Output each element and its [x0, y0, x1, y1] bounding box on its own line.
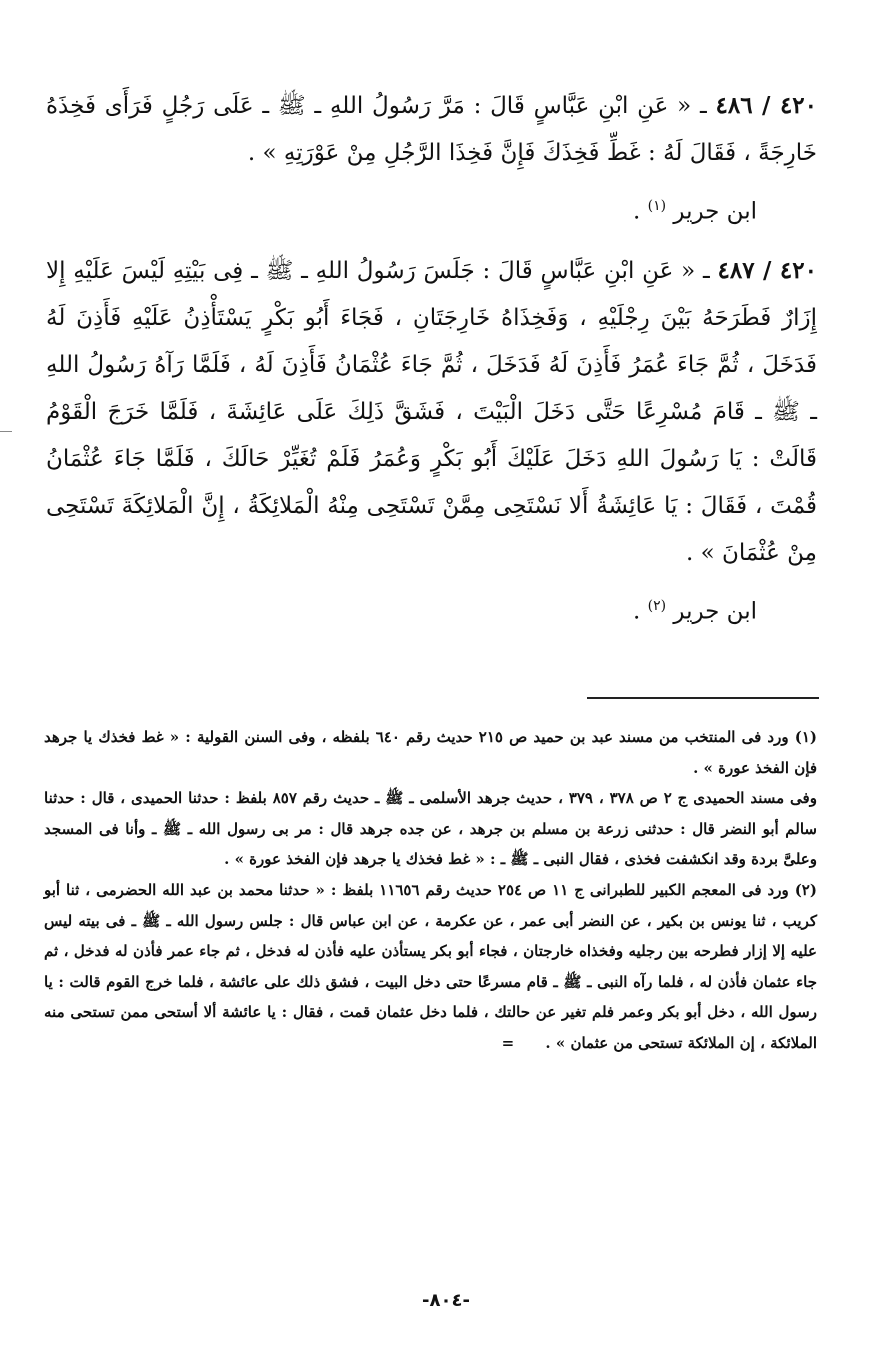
source-name: ابن جرير [673, 598, 757, 625]
hadith-number: ٤٢٠ / ٤٨٧ [717, 256, 817, 284]
source-name: ابن جرير [673, 198, 757, 225]
hadith-source: ابن جرير $^{(٢)}$ . [632, 597, 757, 625]
footnote-ref[interactable]: (٢) [647, 597, 667, 614]
continued-mark: = [501, 1033, 515, 1052]
footnote-ref[interactable]: (١) [647, 198, 667, 214]
gutter-mark [0, 431, 12, 432]
footnote-paragraph [44, 783, 817, 875]
footnote-marker: (٢) [794, 880, 817, 899]
hadith-487 [46, 247, 817, 577]
hadith-number: ٤٢٠ / ٤٨٦ [715, 92, 817, 119]
footnotes [44, 722, 817, 1059]
footnote-marker: (١) [794, 728, 817, 746]
hadith-text: ـ « عَنِ ابْنِ عَبَّاسٍ قَالَ : جَلَسَ رَسُولُ اللهِ ـ ﷺ ـ فِى بَيْتِهِ لَيْسَ عَلَيْهِ إِلا إِزَارٌ فَطَرَحَهُ بَيْنَ رِجْلَيْهِ ، وَفَخِذَاهُ خَارِجَتَانِ ، فَجَاءَ أَبُو بَكْرٍ يَسْتَأْذِنُ عَلَيْهِ فَأَذِنَ لَهُ فَدَخَلَ ، ثُمَّ جَاءَ عُمَرُ فَأَذِنَ لَهُ فَدَخَلَ ، ثُمَّ جَاءَ عُثْمَانُ فَأَذِنَ لَهُ ، فَلَمَّا رَآهُ رَسُولُ اللهِ ـ ﷺ ـ قَامَ مُسْرِعًا حَتَّى دَخَلَ الْبَيْتَ ، فَشَقَّ ذَلِكَ عَلَى عَائِشَةَ ، فَلَمَّا خَرَجَ الْقَوْمُ قَالَتْ : يَا رَسُولَ اللهِ دَخَلَ عَلَيْكَ أَبُو بَكْرٍ وَعُمَرُ فَلَمْ تُغَيِّرْ حَالَكَ ، فَلَمَّا جَاءَ عُثْمَانُ قُمْتَ ، فَقَالَ : يَا عَائِشَةُ أَلا نَسْتَحِى مِمَّنْ تَسْتَحِى مِنْهُ الْمَلائِكَةُ ، إِنَّ الْمَلائِكَةَ تَسْتَحِى مِنْ عُثْمَانَ » . [46, 257, 817, 566]
hadith-source: ابن جرير $^{(١)}$ . [632, 198, 757, 225]
main-text [46, 82, 817, 646]
footnote-paragraph [44, 722, 817, 783]
footnote-text: وفى مسند الحميدى ج ٢ ص ٣٧٨ ، ٣٧٩ ، حديث جرهد الأسلمى ـ ﷺ ـ حديث رقم ٨٥٧ بلفظ : حدثنا الحميدى ، قال : حدثنا سالم أبو النضر قال : حدثنى زرعة بن مسلم بن جرهد ، عن جده جرهد قال : مر بى رسول الله ـ ﷺ ـ وأنا فى المسجد وعلىَّ بردة وقد انكشفت فخذى ، فقال النبى ـ ﷺ ـ : « غط فخذك يا جرهد فإن الفخذ عورة » . [44, 789, 817, 869]
footnote-2 [44, 875, 817, 1059]
hadith-486 [46, 82, 817, 177]
page-number: -٨٠٤- [422, 1290, 470, 1311]
hadith-text: ـ « عَنِ ابْنِ عَبَّاسٍ قَالَ : مَرَّ رَسُولُ اللهِ ـ ﷺ ـ عَلَى رَجُلٍ فَرَأَى فَخِذَهُ خَارِجَةً ، فَقَالَ لَهُ : غَطِّ فَخِذَكَ فَإِنَّ فَخِذَا الرَّجُلِ مِنْ عَوْرَتِهِ » . [46, 93, 817, 166]
footnote-paragraph [44, 875, 817, 1059]
footnote-1 [44, 722, 817, 875]
footnote-text: ورد فى المنتخب من مسند عبد بن حميد ص ٢١٥ حديث رقم ٦٤٠ بلفظه ، وفى السنن القولية : « غط فخذك يا جرهد فإن الفخذ عورة » . [44, 728, 817, 777]
footnote-text: ورد فى المعجم الكبير للطبرانى ج ١١ ص ٢٥٤ حديث رقم ١١٦٥٦ بلفظ : « حدثنا محمد بن عبد الله الحضرمى ، ثنا أبو كريب ، ثنا يونس بن بكير ، عن النضر أبى عمر ، عن عكرمة ، عن ابن عباس قال : جلس رسول الله ـ ﷺ ـ فى بيته ليس عليه إلا إزار فطرحه بين رجليه وفخذاه خارجتان ، فجاء أبو بكر يستأذن عليه فأذن له فدخل ، ثم جاء عمر فأذن له فدخل ، ثم جاء عثمان فأذن له ، فلما رآه النبى ـ ﷺ ـ قام مسرعًا حتى دخل البيت ، فشق ذلك على عائشة ، فلما خرج القوم قالت : يا رسول الله ، دخل أبو بكر وعمر فلم تغير عن حالتك ، فلما دخل عثمان قمت ، فقال : يا عائشة ألا أستحى ممن تستحى منه الملائكة ، إن الملائكة تستحى من عثمان » . [44, 880, 817, 1052]
footnote-divider [587, 697, 819, 699]
